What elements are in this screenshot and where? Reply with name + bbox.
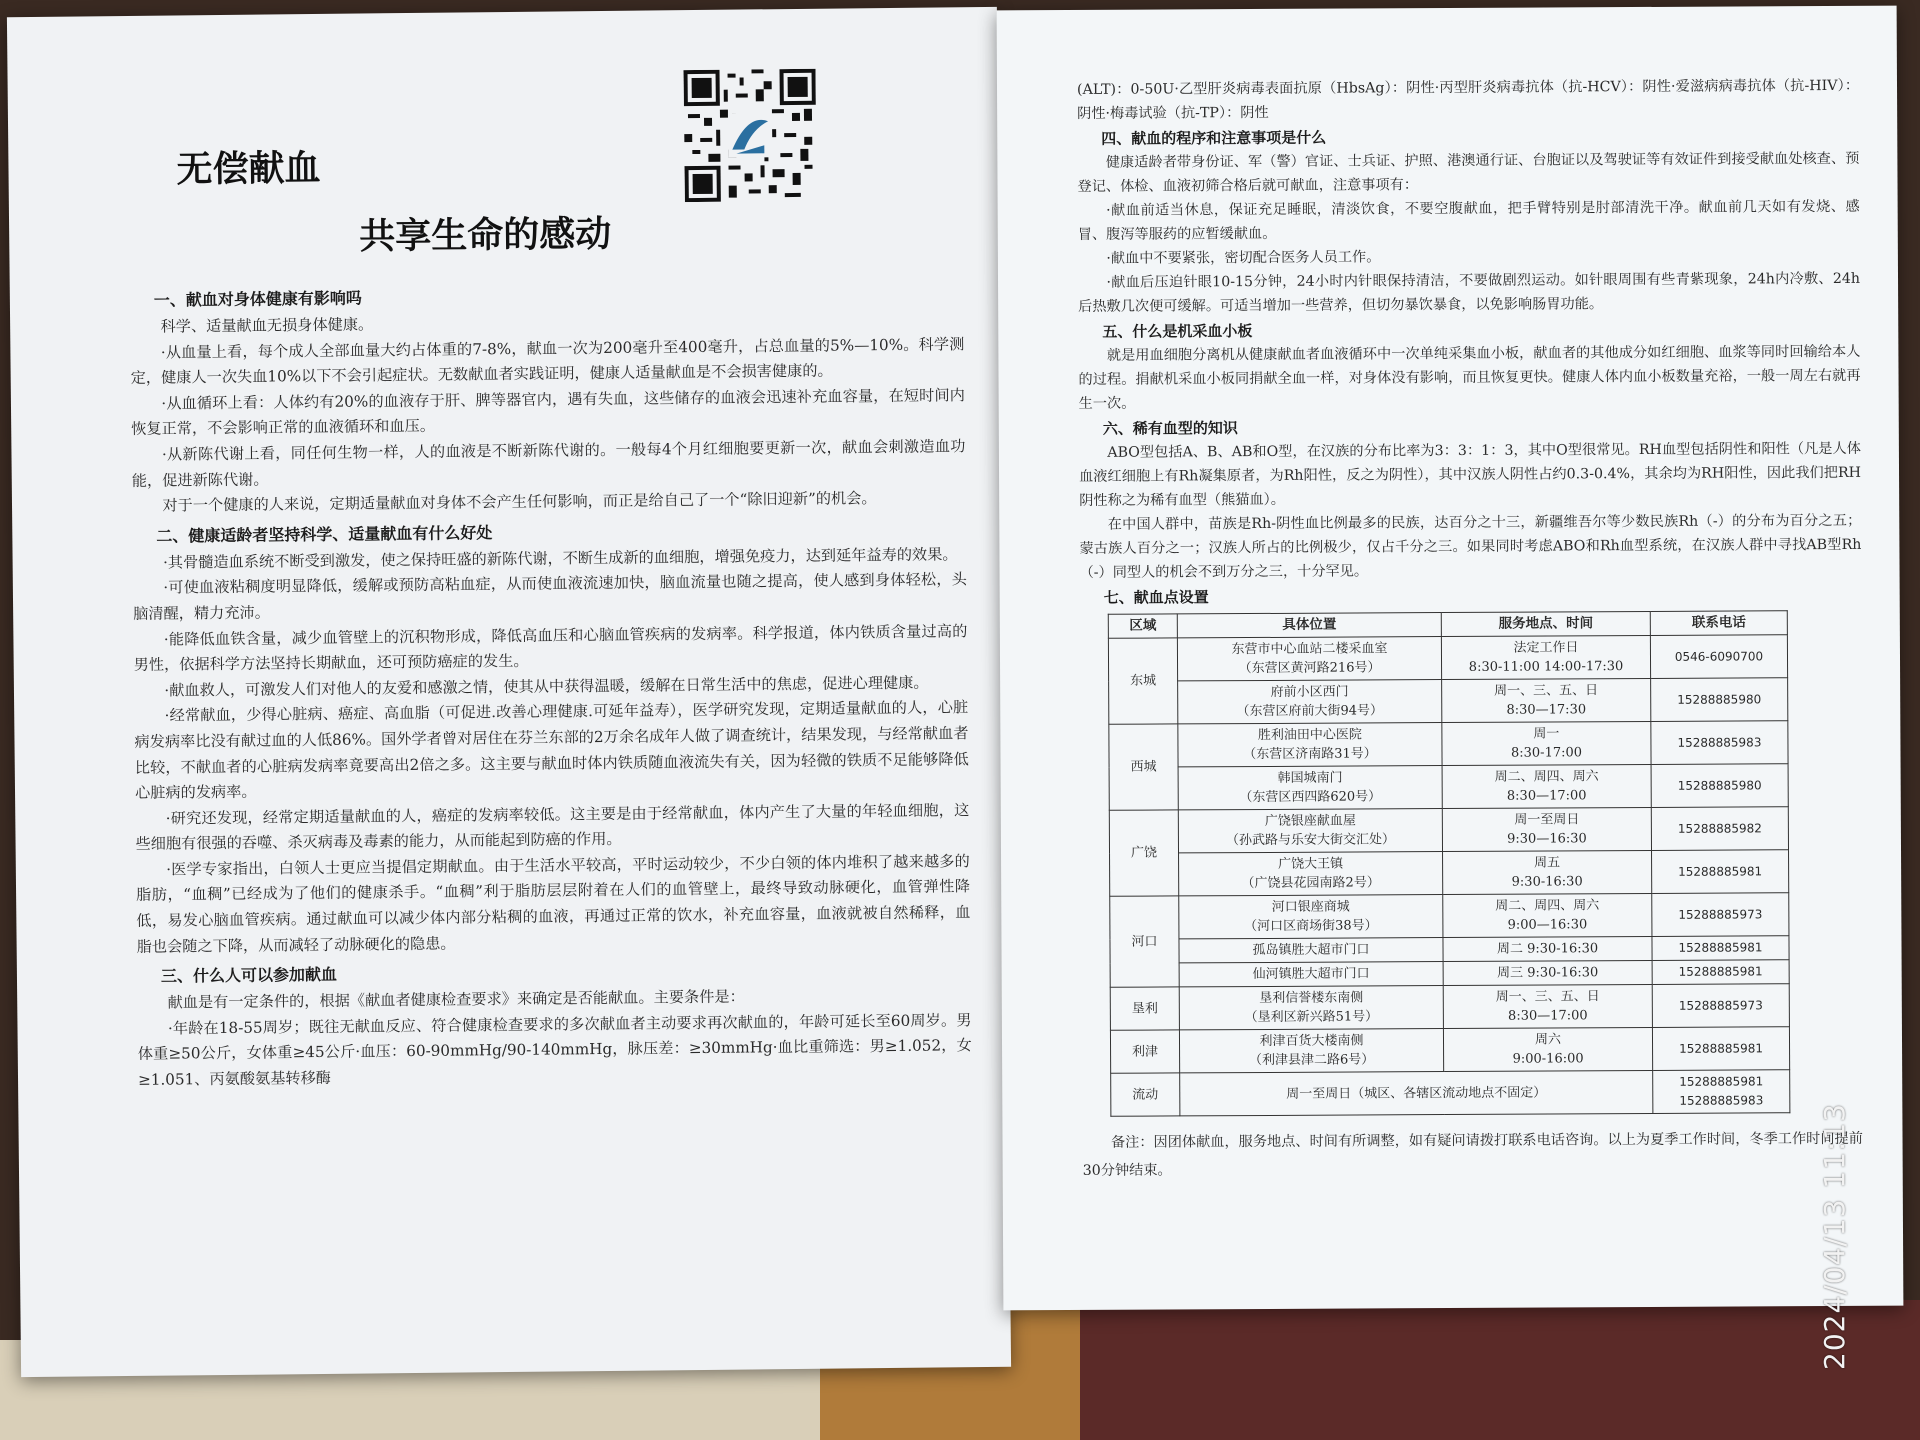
location-address: （垦利区新兴路51号） [1244,1009,1379,1026]
time-cell: 周二 9:30-16:30 [1443,936,1652,961]
time-cell [1441,635,1650,679]
location-address: （利津县津二路6号） [1248,1052,1375,1069]
location-address: （广饶县花园南路2号） [1241,875,1380,892]
location-name: 府前小区西门 [1270,684,1349,700]
phone-cell: 15288885981 [1652,960,1789,985]
table-row [1109,678,1788,725]
time-cell [1443,1027,1652,1071]
location-name: 广饶银座献血屋 [1264,813,1356,829]
area-cell: 东城 [1108,638,1177,724]
service-days: 周一、三、五、日 [1495,989,1600,1005]
location-cell [1177,637,1441,681]
service-hours: 8:30-17:00 [1510,745,1583,761]
section-7-heading: 七、献血点设置 [1103,588,1209,607]
section-1-paragraph: 对于一个健康的人来说，定期适量献血对身体不会产生任何影响，而正是给自己了一个“除旧迎新”的机会。 [162,489,877,515]
time-cell [1443,984,1652,1028]
section-1-paragraph: ·从血量上看，每个成人全部血量大约占体重的7-8%，献血一次为200毫升至400毫升，占总血量的5%—10%。科学测定，健康人一次失血10%以下不会引起症状。无数献血者实践证明，健康人适量献血是不会损害健康的。 [130,334,965,388]
column-header-time: 服务地点、时间 [1441,611,1650,636]
phone-cell: 15288885983 [1651,721,1788,765]
title-line-2: 共享生命的感动 [359,213,612,258]
phone-cell: 15288885981 [1652,850,1789,894]
left-page [7,7,1011,1377]
rug-background [1080,1300,1920,1440]
column-header-location: 具体位置 [1177,613,1441,638]
service-days: 法定工作日 [1513,640,1579,656]
table-row [1110,850,1789,897]
phone-cell [1653,1070,1790,1114]
section-6-paragraph: 在中国人群中，苗族是Rh-阴性血比例最多的民族，达百分之十三，新疆维吾尔等少数民族Rh（-）的分布为百分之五；蒙古族人百分之一；汉族人所占的比例极少，仅占千分之三。如果同时考虑ABO和Rh血型系统，在汉族人群中寻找AB型Rh（-）同型人的机会不到万分之三，十分罕见。 [1079,512,1862,581]
service-hours: 8:30—17:00 [1506,788,1587,804]
area-cell: 西城 [1109,724,1178,810]
table-row [1110,960,1789,988]
location-name: 胜利油田中心医院 [1257,727,1362,744]
table-row [1109,764,1788,811]
section-2-paragraph: ·研究还发现，经常定期适量献血的人，癌症的发病率较低。这主要是由于经常献血，体内产生了大量的年轻血细胞，这些细胞有很强的吞噬、杀灭病毒及毒素的能力，从而能起到防癌的作用。 [135,800,970,854]
time-cell [1442,807,1651,851]
table-row [1110,936,1789,964]
location-cell [1178,766,1442,810]
service-hours: 8:30—17:00 [1507,1008,1588,1024]
section-2-heading: 二、健康适龄者坚持科学、适量献血有什么好处 [156,522,493,546]
location-name: 垦利信誉楼东南侧 [1259,990,1364,1007]
area-cell: 流动 [1111,1073,1180,1116]
table-note: 备注：因团体献血，服务地点、时间有所调整，如有疑问请拨打联系电话咨询。以上为夏季工作时间，冬季工作时间提前30分钟结束。 [1082,1130,1863,1179]
location-name: 利津百货大楼南侧 [1259,1033,1364,1050]
location-address: （东营区西四路620号） [1239,789,1382,806]
location-cell [1179,986,1443,1030]
location-cell [1178,723,1442,767]
location-cell: 仙河镇胜大超市门口 [1179,962,1443,987]
phone-number: 15288885981 [1679,1074,1764,1089]
time-cell [1443,850,1652,894]
section-4-paragraph: ·献血前适当休息，保证充足睡眠，清淡饮食，不要空腹献血，把手臂特别是肘部清洗干净。献血前几天如有发烧、感冒、腹泻等服药的应暂缓献血。 [1077,198,1860,243]
time-cell [1442,721,1651,765]
section-2-paragraph: ·医学专家指出，白领人士更应当提倡定期献血。由于生活水平较高，平时运动较少，不少白领的体内堆积了越来越多的脂肪，“血稠”已经成为了他们的健康杀手。“血稠”利于脂肪层层附着在人们的血管壁上，最终导致动脉硬化，血管弹性降低，易发心脑血管疾病。通过献血可以减少体内部分粘稠的血液，再通过正常的饮水，补充血容量，血液就被自然稀释，血脂也会随之下降，从而减轻了动脉硬化的隐患。 [136,852,971,956]
phone-cell: 15288885973 [1652,893,1789,937]
phone-cell: 15288885980 [1651,678,1788,722]
mobile-service-cell: 周一至周日（城区、各辖区流动地点不固定） [1180,1070,1653,1115]
phone-cell: 15288885982 [1651,807,1788,851]
section-1-paragraph: ·从血循环上看：人体约有20%的血液存于肝、脾等器官内，遇有失血，这些储存的血液会迅速补充血容量，在短时间内恢复正常，不会影响正常的血液循环和血压。 [131,385,966,439]
service-days: 周二、周四、周六 [1494,769,1599,785]
section-1-heading: 一、献血对身体健康有影响吗 [153,288,362,310]
location-address: （东营区黄河路216号） [1238,660,1381,677]
location-cell [1179,895,1443,939]
section-4-paragraph: 健康适龄者带身份证、军（警）官证、士兵证、护照、港澳通行证、台胞证以及驾驶证等有效证件到接受献血处核查、预登记、体检、血液初筛合格后就可献血，注意事项有： [1077,150,1860,195]
location-cell [1178,680,1442,724]
phone-cell: 15288885973 [1652,984,1789,1028]
title-line-1: 无偿献血 [176,147,321,191]
section-4-paragraph: ·献血后压迫针眼10-15分钟，24小时内针眼保持清洁，不要做剧烈运动。如针眼周围有些青紫现象，24h内冷敷、24h后热敷几次便可缓解。可适当增加一些营养，但切勿暴饮暴食，以免影响肠胃功能。 [1078,270,1861,315]
table-row [1108,635,1787,682]
location-cell [1178,809,1442,853]
service-hours: 9:30-16:30 [1511,874,1583,890]
section-4-heading: 四、献血的程序和注意事项是什么 [1101,128,1327,148]
section-2-paragraph: ·经常献血，少得心脏病、癌症、高血脂（可促进.改善心理健康.可延年益寿），医学研究发现，定期适量献血的人，心脏病发病率比没有献过血的人低86%。国外学者曾对居住在芬兰东部的2万余名成年人做了调查统计，结果发现，与经常献血者比较，不献血者的心脏病发病率竟要高出2倍之多。这主要与献血时体内铁质随血液流失有关，因为轻微的铁质不足能够降低心脏病的发病率。 [134,698,969,803]
table-row [1110,984,1789,1031]
location-name: 东营市中心血站二楼采血室 [1231,641,1388,658]
section-1-paragraph: ·从新陈代谢上看，同任何生物一样，人的血液是不断新陈代谢的。一般每4个月红细胞要更新一次，献血会刺激造血功能，促进新陈代谢。 [131,437,966,490]
section-5-paragraph: 就是用血细胞分离机从健康献血者血液循环中一次单纯采集血小板，献血者的其他成分如红细胞、血浆等同时回输给本人的过程。捐献机采血小板同捐献全血一样，对身体没有影响，而且恢复更快。健康人体内血小板数量充裕，一般一周左右就再生一次。 [1078,343,1861,412]
location-cell: 孤岛镇胜大超市门口 [1179,938,1443,963]
phone-cell: 15288885981 [1652,936,1789,961]
section-5-heading: 五、什么是机采血小板 [1102,322,1253,341]
section-1-paragraph: 科学、适量献血无损身体健康。 [160,315,374,336]
table-row [1109,807,1788,854]
time-cell [1442,764,1651,808]
table-header-row [1108,611,1787,639]
location-name: 韩国城南门 [1277,770,1343,786]
table-row [1111,1070,1790,1117]
photo-timestamp: 2024/04/13 11:13 [1818,1103,1851,1370]
section-3-paragraph: 献血是有一定条件的，根据《献血者健康检查要求》来确定是否能献血。主要条件是： [167,987,745,1012]
table-row [1109,721,1788,768]
section-2-paragraph: ·能降低血铁含量，减少血管壁上的沉积物形成，降低高血压和心脑血管疾病的发病率。科学报道，体内铁质含量过高的男性，依据科学方法坚持长期献血，还可预防癌症的发生。 [133,621,968,675]
right-page [997,6,1904,1311]
time-cell [1442,678,1651,722]
location-name: 广饶大王镇 [1278,856,1344,872]
service-days: 周二、周四、周六 [1495,898,1600,914]
location-address: （东营区济南路31号） [1243,746,1377,763]
section-6-heading: 六、稀有血型的知识 [1102,419,1238,438]
section-3-heading: 三、什么人可以参加献血 [160,965,338,986]
section-2-paragraph: ·其骨髓造血系统不断受到激发，使之保持旺盛的新陈代谢，不断生成新的血细胞，增强免疫力，达到延年益寿的效果。 [162,545,958,572]
service-days: 周一至周日 [1514,812,1580,828]
service-days: 周一、三、五、日 [1494,683,1599,699]
service-hours: 9:00—16:30 [1507,917,1588,933]
service-hours: 8:30-11:00 14:00-17:30 [1468,659,1624,675]
location-address: （河口区商场街38号） [1244,918,1378,935]
area-cell: 利津 [1110,1030,1179,1073]
section-2-paragraph: ·可使血液粘稠度明显降低，缓解或预防高粘血症，从而使血液流速加快，脑血流量也随之提高，使人感到身体轻松，头脑清醒，精力充沛。 [133,570,967,623]
table-row [1110,1027,1789,1074]
time-cell [1443,893,1652,937]
qr-code-icon [683,69,816,202]
section-2-paragraph: ·献血救人，可激发人们对他人的友爱和感激之情，使其从中获得温暖，缓解在日常生活中的焦虑，促进心理健康。 [164,673,929,700]
area-cell: 垦利 [1110,987,1179,1030]
section-4-paragraph: ·献血中不要紧张，密切配合医务人员工作。 [1106,249,1381,267]
phone-cell: 0546-6090700 [1650,635,1787,679]
service-days: 周一 [1533,726,1560,742]
table-row [1110,893,1789,940]
location-name: 河口银座商城 [1271,899,1350,915]
time-cell: 周三 9:30-16:30 [1443,960,1652,985]
service-days: 周六 [1534,1032,1562,1048]
phone-cell: 15288885980 [1651,764,1788,808]
section-3-continuation: (ALT)：0-50U·乙型肝炎病毒表面抗原（HbsAg）：阴性·丙型肝炎病毒抗体（抗-HCV）：阴性·爱滋病病毒抗体（抗-HIV）：阴性·梅毒试验（抗-TP）：阴性 [1076,77,1860,122]
phone-number: 15288885983 [1679,1093,1764,1108]
location-address: （东营区府前大街94号） [1236,703,1384,720]
phone-cell: 15288885981 [1652,1027,1789,1071]
column-header-phone: 联系电话 [1650,611,1787,636]
location-cell [1179,1029,1443,1073]
service-hours: 9:00-16:00 [1512,1051,1584,1067]
donation-sites-table [1108,610,1791,1117]
service-hours: 8:30—17:30 [1506,702,1587,718]
location-cell [1179,852,1443,896]
area-cell: 河口 [1110,896,1179,987]
area-cell: 广饶 [1109,810,1178,896]
section-3-paragraph: ·年龄在18-55周岁；既往无献血反应、符合健康检查要求的多次献血者主动要求再次献血的，年龄可延长至60周岁。男体重≥50公斤，女体重≥45公斤·血压：60-90mmHg/90-140mmHg，脉压差：≥30mmHg·血比重筛选：男≥1.052，女≥1.051、丙氨酸氨基转移酶 [137,1011,972,1089]
column-header-area: 区域 [1108,614,1177,638]
service-hours: 9:30—16:30 [1507,831,1587,847]
location-address: （孙武路与乐安大街交汇处） [1225,832,1395,849]
section-6-paragraph: ABO型包括A、B、AB和O型，在汉族的分布比率为3：3：1：3，其中O型很常见。RH血型包括阴性和阳性（凡是人体血液红细胞上有Rh凝集原者，为Rh阳性，反之为阴性），其中汉族人阴性占约0.3-0.4%，其余均为RH阳性，因此我们把RH阴性称之为稀有血型（熊猫血）。 [1079,440,1862,509]
service-days: 周五 [1534,855,1561,871]
